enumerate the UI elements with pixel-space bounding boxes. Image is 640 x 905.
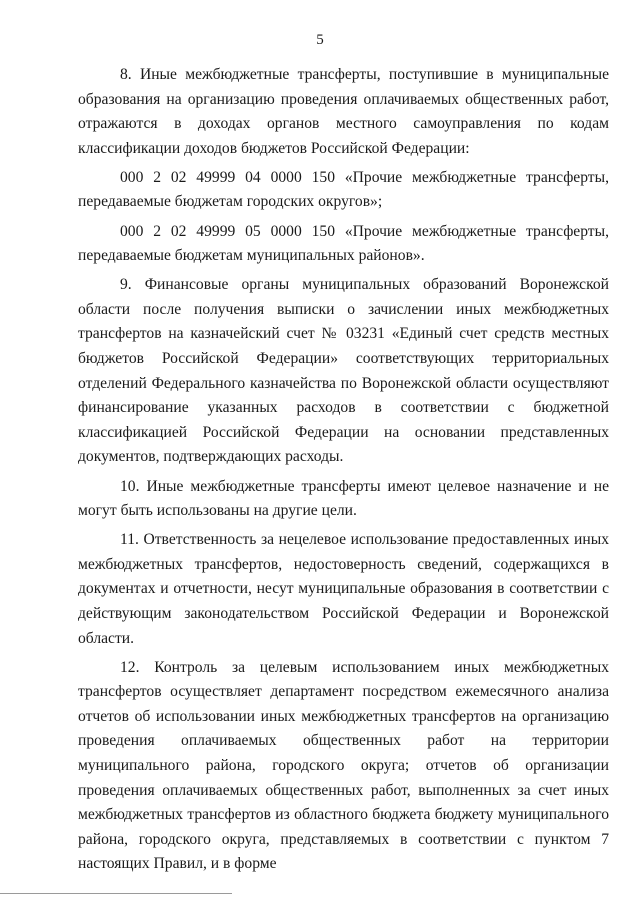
footer-divider (0, 893, 232, 894)
paragraph-12: 12. Контроль за целевым использованием иных межбюджетных трансфертов осуществляет департамент посредством ежемесячного анализа отчетов об использовании иных межбюджетных трансфертов на организацию проведения оплачиваемых общественных работ на территории муниципального района, городского округа; отчетов об организации проведения оплачиваемых общественных работ, выполненных за счет иных межбюджетных трансфертов из областного бюджета бюджету муниципального района, городского округа, представляемых в соответствии с пунктом 7 настоящих Правил, и в форме (78, 658, 609, 873)
paragraph-code-city: 000 2 02 49999 04 0000 150 «Прочие межбюджетные трансферты, передаваемые бюджетам городских округов»; (78, 168, 609, 211)
paragraph-11: 11. Ответственность за нецелевое использование предоставленных иных межбюджетных трансфертов, недостоверность сведений, содержащихся в документах и отчетности, несут муниципальные образования в соответствии с действующим законодательством Российской Федерации и Воронежской области. (78, 531, 609, 647)
paragraph-8: 8. Иные межбюджетные трансферты, поступившие в муниципальные образования на организацию проведения оплачиваемых общественных работ, отражаются в доходах органов местного самоуправления по кодам классификации доходов бюджетов Российской Федерации: (78, 66, 609, 157)
paragraph-10: 10. Иные межбюджетные трансферты имеют целевое назначение и не могут быть использованы на другие цели. (78, 477, 609, 520)
paragraph-9: 9. Финансовые органы муниципальных образований Воронежской области после получения выписки о зачислении иных межбюджетных трансфертов на казначейский счет № 03231 «Единый счет средств местных бюджетов Российской Федерации» соответствующих территориальных отделений Федерального казначейства по Воронежской области осуществляют финансирование указанных расходов в соответствии с бюджетной классификацией Российской Федерации на основании представленных документов, подтверждающих расходы. (78, 276, 609, 466)
paragraph-code-district: 000 2 02 49999 05 0000 150 «Прочие межбюджетные трансферты, передаваемые бюджетам муниципальных районов». (78, 222, 609, 265)
page-number: 5 (316, 32, 324, 48)
document-body (78, 63, 609, 877)
